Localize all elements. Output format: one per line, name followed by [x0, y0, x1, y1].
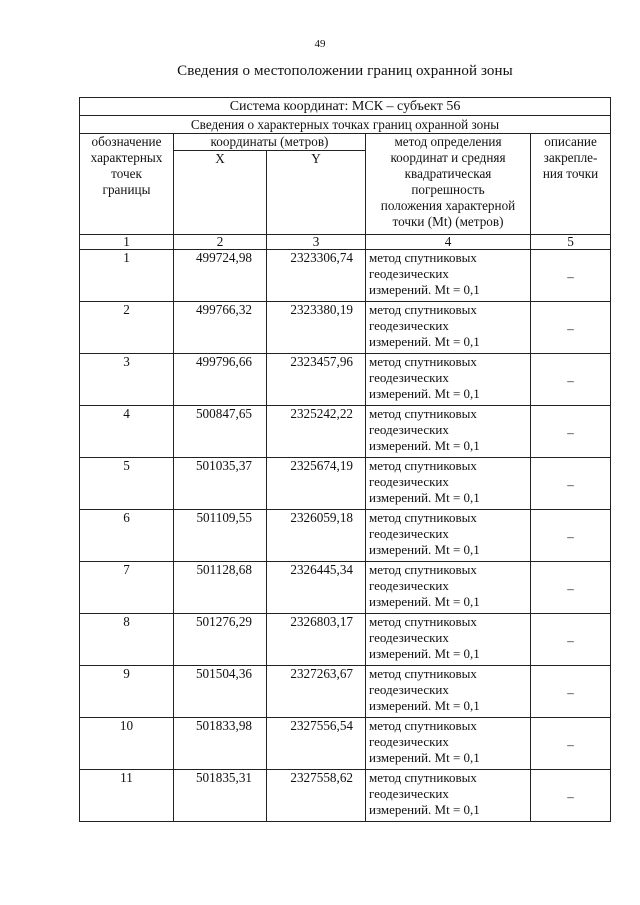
coordinate-y: 2325674,19: [267, 458, 366, 510]
header-y: Y: [267, 151, 366, 235]
page-number: 49: [314, 38, 326, 50]
method-cell: [366, 354, 531, 406]
method-line: метод спутниковых: [369, 250, 477, 265]
method-line: геодезических: [369, 370, 449, 385]
data-rows: [80, 250, 611, 822]
table-row: [80, 718, 611, 770]
point-description: –: [531, 562, 611, 614]
method-cell: [366, 406, 531, 458]
point-number: 4: [80, 406, 174, 458]
point-description: –: [531, 458, 611, 510]
point-description: –: [531, 718, 611, 770]
method-line: метод спутниковых: [369, 718, 477, 733]
method-line: метод спутниковых: [369, 354, 477, 369]
method-cell: [366, 458, 531, 510]
table-row: [80, 458, 611, 510]
point-number: 8: [80, 614, 174, 666]
coordinate-y: 2327556,54: [267, 718, 366, 770]
header-desc-line: ния точки: [542, 166, 599, 181]
point-description: –: [531, 302, 611, 354]
coordinate-x: 501035,37: [174, 458, 267, 510]
method-line: измерений. Mt = 0,1: [369, 282, 480, 297]
header-method-line: метод определения: [394, 134, 502, 149]
point-description: –: [531, 510, 611, 562]
coordinate-x: 499766,32: [174, 302, 267, 354]
header-point-line: точек: [111, 166, 142, 181]
coordinate-system: Система координат: МСК – субъект 56: [80, 98, 611, 116]
column-number: 4: [366, 235, 531, 250]
table-row: [80, 510, 611, 562]
point-description: –: [531, 250, 611, 302]
method-line: измерений. Mt = 0,1: [369, 698, 480, 713]
method-line: геодезических: [369, 422, 449, 437]
method-line: измерений. Mt = 0,1: [369, 438, 480, 453]
coordinate-x: 501276,29: [174, 614, 267, 666]
coordinate-y: 2323306,74: [267, 250, 366, 302]
point-description: –: [531, 354, 611, 406]
method-line: измерений. Mt = 0,1: [369, 386, 480, 401]
coordinate-y: 2323380,19: [267, 302, 366, 354]
point-number: 7: [80, 562, 174, 614]
header-desc-line: закрепле-: [543, 150, 598, 165]
method-line: измерений. Mt = 0,1: [369, 750, 480, 765]
table-caption-row: [80, 116, 611, 134]
method-line: геодезических: [369, 266, 449, 281]
header-method-line: точки (Mt) (метров): [392, 214, 504, 229]
header-method-line: квадратическая: [404, 166, 492, 181]
method-cell: [366, 510, 531, 562]
table-row: [80, 302, 611, 354]
coordinate-y: 2326445,34: [267, 562, 366, 614]
point-number: 11: [80, 770, 174, 822]
table-row: [80, 666, 611, 718]
column-number: 2: [174, 235, 267, 250]
table-row: [80, 354, 611, 406]
document-title: Сведения о местоположении границ охранной зоны: [177, 63, 513, 79]
method-line: метод спутниковых: [369, 666, 477, 681]
header-point-line: границы: [102, 182, 151, 197]
header-desc: [531, 134, 611, 235]
coordinate-y: 2326059,18: [267, 510, 366, 562]
table-row: [80, 614, 611, 666]
coordinate-x: 499724,98: [174, 250, 267, 302]
header-row: [80, 134, 611, 151]
method-cell: [366, 718, 531, 770]
point-number: 3: [80, 354, 174, 406]
column-number: 5: [531, 235, 611, 250]
table-caption: Сведения о характерных точках границ охранной зоны: [80, 116, 611, 134]
method-line: метод спутниковых: [369, 614, 477, 629]
header-method: [366, 134, 531, 235]
method-line: измерений. Mt = 0,1: [369, 802, 480, 817]
point-description: –: [531, 770, 611, 822]
coordinate-x: 501833,98: [174, 718, 267, 770]
table-row: [80, 562, 611, 614]
method-line: геодезических: [369, 474, 449, 489]
method-line: метод спутниковых: [369, 458, 477, 473]
method-cell: [366, 614, 531, 666]
header-method-line: положения характерной: [380, 198, 516, 213]
coordinate-y: 2327558,62: [267, 770, 366, 822]
point-number: 10: [80, 718, 174, 770]
method-line: геодезических: [369, 682, 449, 697]
method-line: геодезических: [369, 734, 449, 749]
method-cell: [366, 562, 531, 614]
method-line: измерений. Mt = 0,1: [369, 594, 480, 609]
point-number: 9: [80, 666, 174, 718]
coordinate-system-row: [80, 98, 611, 116]
coordinate-y: 2325242,22: [267, 406, 366, 458]
table-row: [80, 250, 611, 302]
header-point-line: обозначение: [91, 134, 162, 149]
table-row: [80, 406, 611, 458]
method-cell: [366, 250, 531, 302]
method-line: измерений. Mt = 0,1: [369, 334, 480, 349]
coordinate-x: 501128,68: [174, 562, 267, 614]
coordinate-x: 501835,31: [174, 770, 267, 822]
coordinate-x: 501109,55: [174, 510, 267, 562]
header-x: X: [174, 151, 267, 235]
header-method-line: координат и средняя: [390, 150, 506, 165]
header-point: [80, 134, 174, 235]
point-number: 2: [80, 302, 174, 354]
coordinate-x: 501504,36: [174, 666, 267, 718]
header-desc-line: описание: [544, 134, 597, 149]
method-line: измерений. Mt = 0,1: [369, 646, 480, 661]
method-cell: [366, 666, 531, 718]
point-description: –: [531, 614, 611, 666]
method-line: метод спутниковых: [369, 302, 477, 317]
column-number-row: [80, 235, 611, 250]
method-line: измерений. Mt = 0,1: [369, 490, 480, 505]
coordinate-y: 2326803,17: [267, 614, 366, 666]
header-method-line: погрешность: [411, 182, 485, 197]
method-line: метод спутниковых: [369, 510, 477, 525]
method-line: геодезических: [369, 318, 449, 333]
coordinate-x: 499796,66: [174, 354, 267, 406]
column-number: 3: [267, 235, 366, 250]
coordinate-x: 500847,65: [174, 406, 267, 458]
table-row: [80, 770, 611, 822]
method-line: геодезических: [369, 526, 449, 541]
point-number: 1: [80, 250, 174, 302]
method-line: метод спутниковых: [369, 770, 477, 785]
coordinate-y: 2327263,67: [267, 666, 366, 718]
method-line: измерений. Mt = 0,1: [369, 542, 480, 557]
method-line: геодезических: [369, 578, 449, 593]
method-line: геодезических: [369, 786, 449, 801]
point-description: –: [531, 666, 611, 718]
point-description: –: [531, 406, 611, 458]
method-line: метод спутниковых: [369, 562, 477, 577]
column-number: 1: [80, 235, 174, 250]
point-number: 6: [80, 510, 174, 562]
header-point-line: характерных: [90, 150, 163, 165]
method-line: геодезических: [369, 630, 449, 645]
method-cell: [366, 302, 531, 354]
method-line: метод спутниковых: [369, 406, 477, 421]
header-coords: координаты (метров): [174, 134, 366, 151]
method-cell: [366, 770, 531, 822]
boundary-points-table: [79, 97, 611, 822]
coordinate-y: 2323457,96: [267, 354, 366, 406]
point-number: 5: [80, 458, 174, 510]
